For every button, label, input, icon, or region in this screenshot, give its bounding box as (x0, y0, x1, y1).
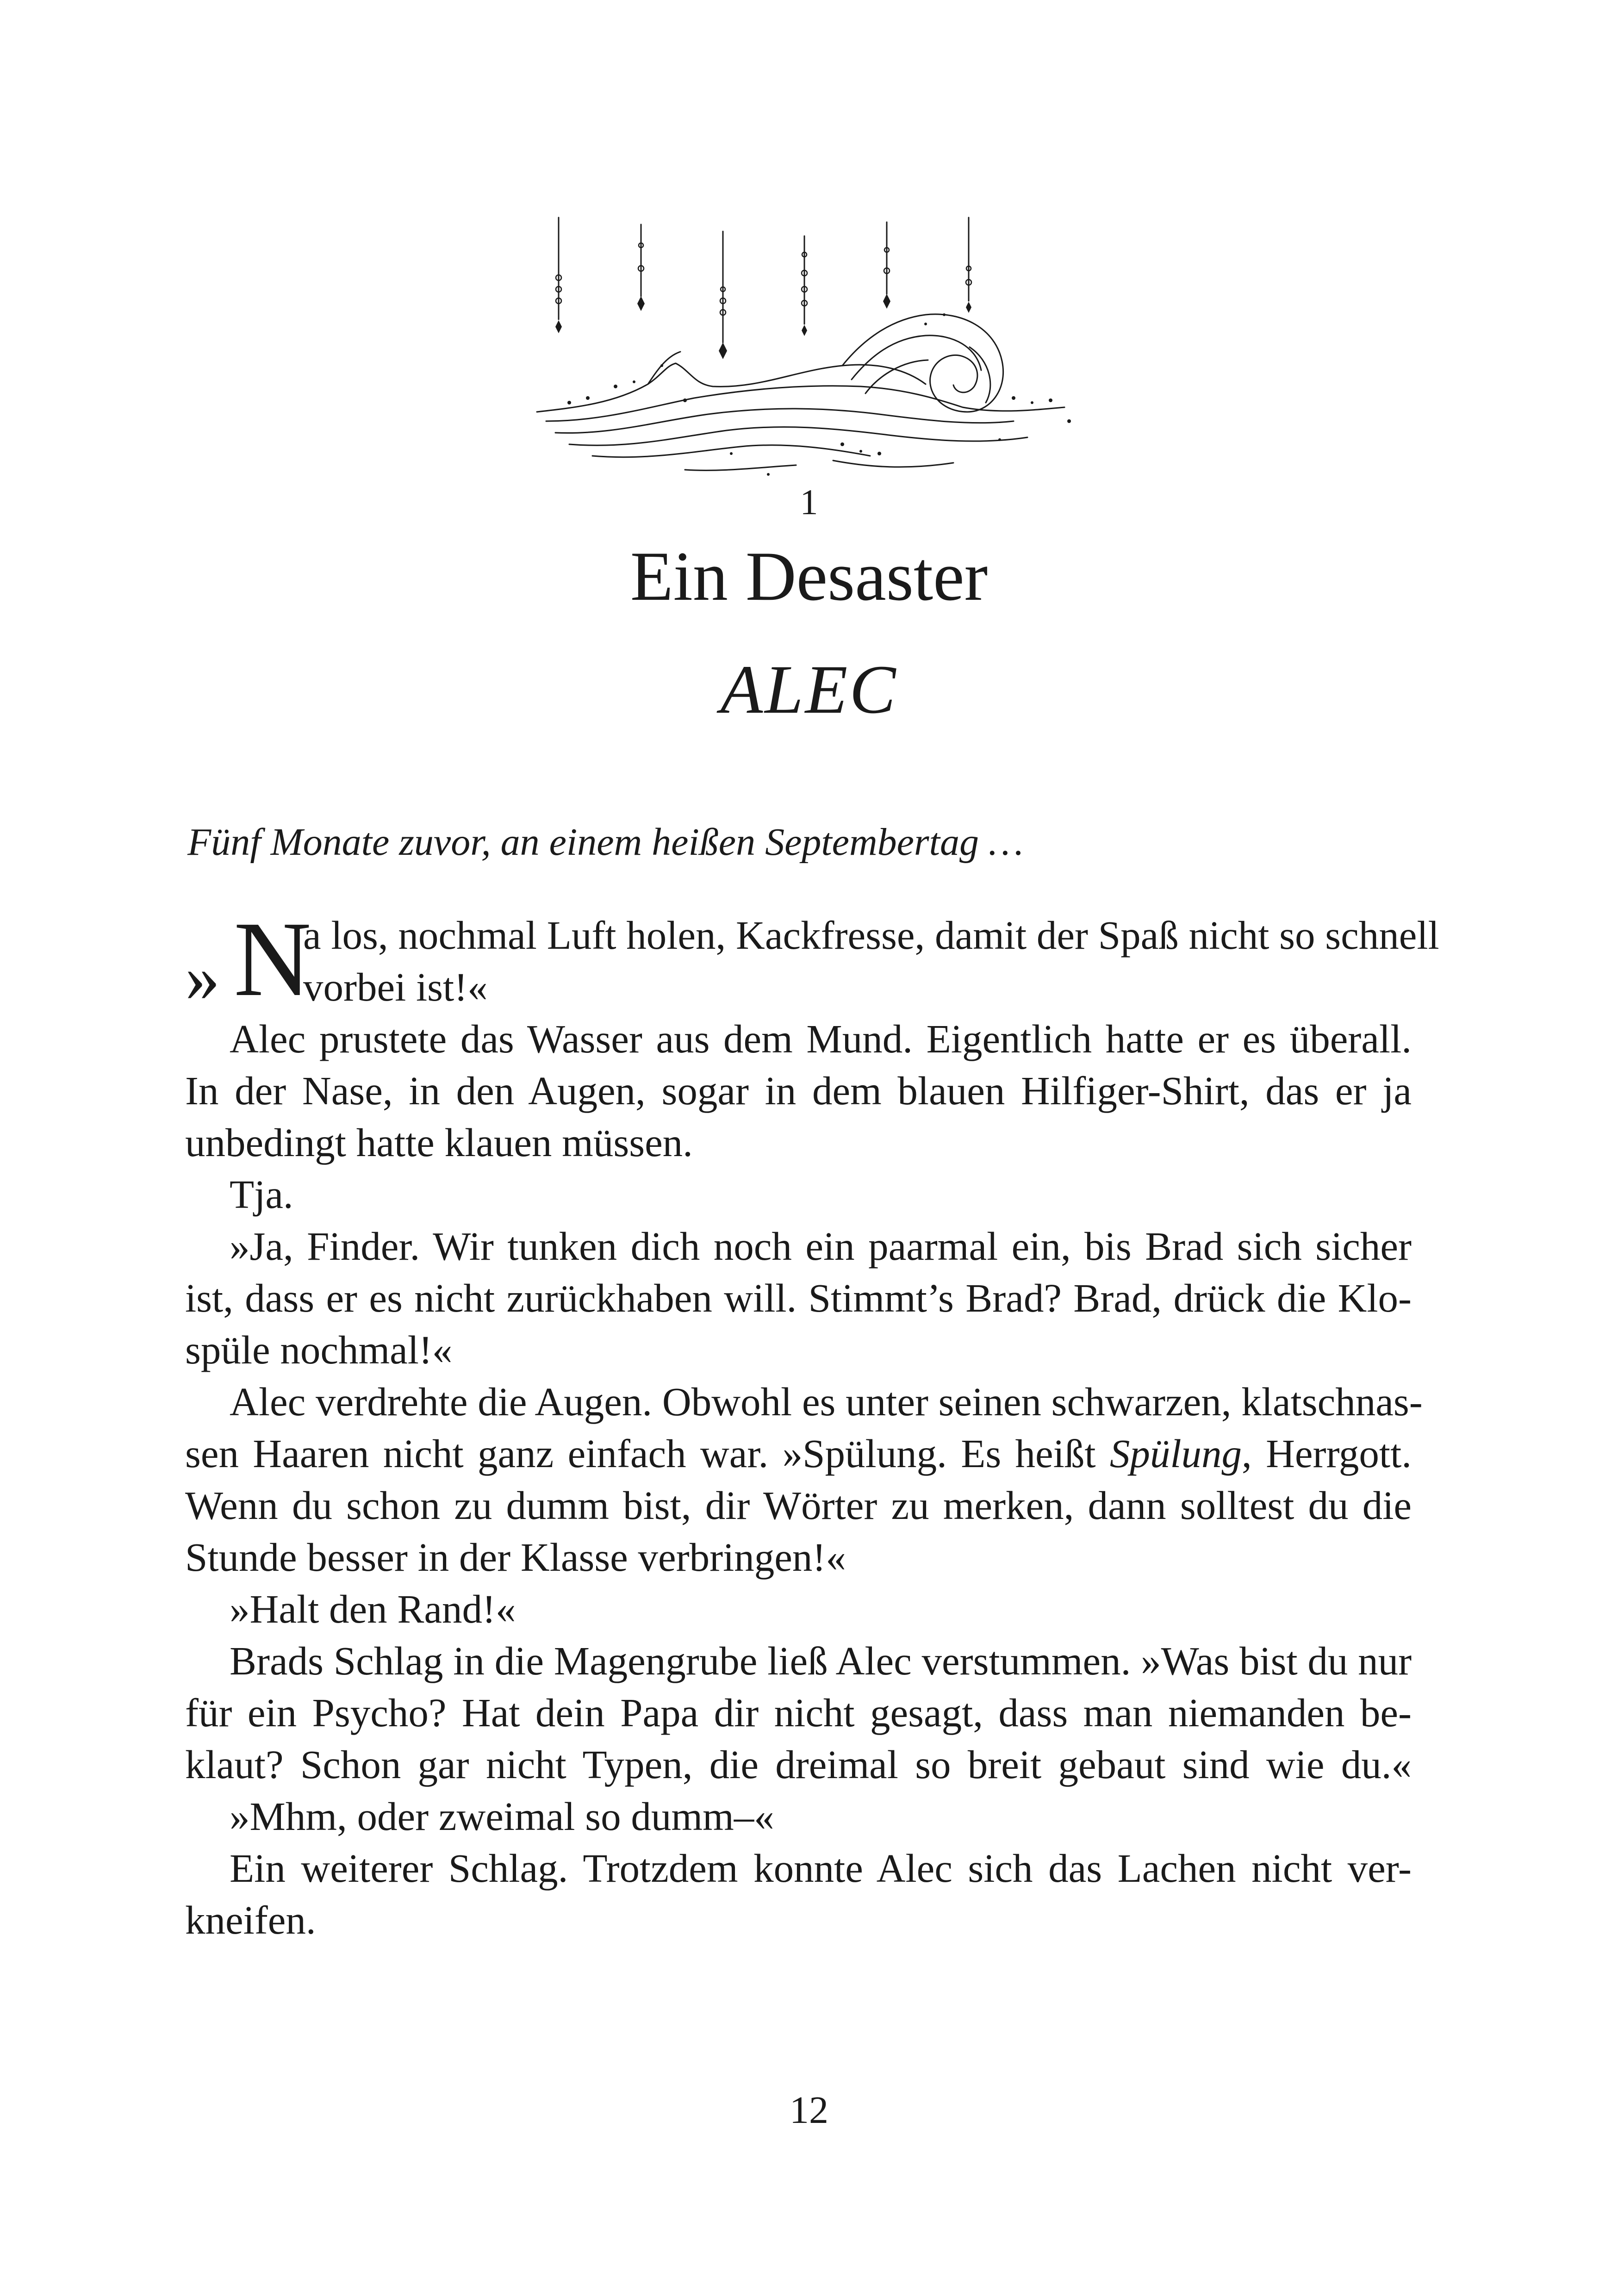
pov-character-name: ALEC (720, 651, 898, 728)
chapter-number: 1 (800, 482, 818, 522)
wave-stars-ornament (509, 204, 1111, 500)
text-line: Ein weiterer Schlag. Trotzdem konnte Alec sich das Lachen nicht ver- (230, 1846, 1412, 1891)
chapter-title: Ein Desaster (630, 537, 988, 615)
emphasis-word: Spülung (1109, 1431, 1242, 1476)
text-line: »Halt den Rand!« (230, 1587, 516, 1631)
text-line: Alec verdrehte die Augen. Obwohl es unter seinen schwarzen, klatschnas- (230, 1379, 1423, 1424)
intro-line: Fünf Monate zuvor, an einem heißen Septembertag … (187, 821, 1023, 864)
dropcap-quote-mark: » (185, 939, 220, 1016)
text-line: kneifen. (185, 1898, 316, 1942)
text-line (185, 1428, 1412, 1480)
text-line: Brads Schlag in die Magengrube ließ Alec verstummen. »Was bist du nur (230, 1638, 1412, 1683)
text-line: Tja. (230, 1172, 293, 1217)
text-line: »Mhm, oder zweimal so dumm–« (230, 1794, 774, 1839)
chapter-body-text (185, 900, 1439, 1946)
text-line: In der Nase, in den Augen, sogar in dem blauen Hilfiger-Shirt, das er ja (185, 1068, 1412, 1113)
text-line: ist, dass er es nicht zurückhaben will. Stimmt’s Brad? Brad, drück die Klo- (185, 1276, 1412, 1320)
text-line: Stunde besser in der Klasse verbringen!« (185, 1535, 846, 1580)
text-line: Alec prustete das Wasser aus dem Mund. Eigentlich hatte er es überall. (230, 1016, 1412, 1061)
text-line: für ein Psycho? Hat dein Papa dir nicht gesagt, dass man niemanden be- (185, 1690, 1412, 1735)
text-line: a los, nochmal Luft holen, Kackfresse, damit der Spaß nicht so schnell (303, 913, 1439, 958)
dropcap-letter: N (234, 900, 311, 1019)
text-line: spüle nochmal!« (185, 1327, 453, 1372)
text-line: »Ja, Finder. Wir tunken dich noch ein paarmal ein, bis Brad sich sicher (230, 1224, 1412, 1269)
text-line: Wenn du schon zu dumm bist, dir Wörter zu merken, dann solltest du die (185, 1483, 1412, 1528)
page-number: 12 (790, 2089, 828, 2132)
opening-paragraph (185, 900, 1439, 1019)
text-fragment: , Herrgott. (1242, 1431, 1412, 1476)
text-fragment: sen Haaren nicht ganz einfach war. »Spülung. Es heißt (185, 1431, 1110, 1476)
text-line: vorbei ist!« (303, 964, 488, 1009)
text-line: klaut? Schon gar nicht Typen, die dreimal so breit gebaut sind wie du.« (185, 1742, 1412, 1787)
text-line: unbedingt hatte klauen müssen. (185, 1120, 693, 1165)
